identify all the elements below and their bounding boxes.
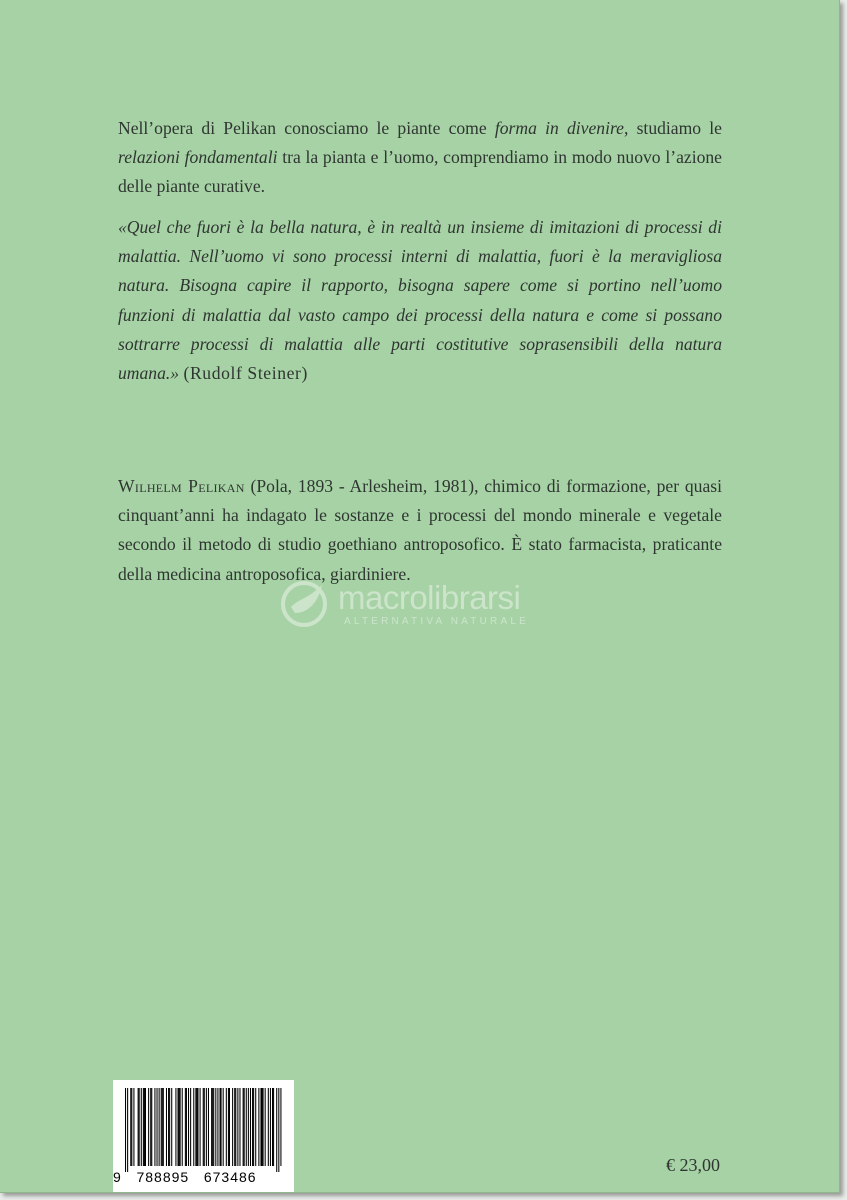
barcode-bar [138,1088,139,1166]
barcode-bar [252,1088,253,1166]
barcode-bar [130,1088,131,1166]
barcode-bar [179,1088,180,1166]
barcode-bar [280,1088,281,1166]
barcode-bar [175,1088,176,1166]
intro-paragraph [118,114,722,202]
barcode-bar [208,1088,209,1166]
barcode-bar [200,1088,201,1166]
watermark-name: macrolibrarsi [338,579,521,616]
barcode-bar [221,1088,222,1166]
barcode-bar [193,1088,194,1166]
barcode-bar [270,1088,271,1166]
barcode-bar [204,1088,205,1166]
barcode-bar [265,1088,266,1166]
barcode-bar [260,1088,261,1166]
barcode-bar [244,1088,245,1166]
intro-emphasis-2: relazioni fondamentali [118,147,278,168]
barcode-bar [186,1088,187,1166]
barcode-bar [250,1088,251,1166]
barcode-bar [234,1088,235,1166]
barcode-bar [163,1088,164,1166]
barcode-bar [237,1088,238,1166]
barcode-bar [246,1088,247,1166]
barcode-bar [268,1088,269,1166]
barcode-bar [213,1088,214,1166]
barcode-bar [226,1088,227,1166]
barcode-bar [169,1088,170,1166]
barcode [113,1080,294,1192]
barcode-bar [151,1088,152,1166]
barcode-bar [255,1088,256,1166]
barcode-bar [141,1088,142,1166]
quote-paragraph [118,213,722,388]
barcode-bar [228,1088,229,1166]
barcode-bar [161,1088,162,1166]
barcode-bar [235,1088,236,1166]
barcode-bar [203,1088,204,1166]
barcode-bar [162,1088,163,1166]
barcode-bar [145,1088,146,1166]
quote-author: (Rudolf Steiner) [183,363,308,384]
barcode-bar [195,1088,196,1166]
barcode-bar [253,1088,254,1166]
barcode-bar [276,1088,277,1172]
barcode-bar [185,1088,186,1166]
barcode-bar [243,1088,244,1166]
barcode-bar [125,1088,126,1172]
barcode-bar [182,1088,183,1166]
barcode-bar [262,1088,263,1166]
barcode-bar [139,1088,140,1166]
leaf-logo-icon [278,577,332,629]
intro-text-3: tra la pianta e l’uomo, comprendiamo in modo nuovo l’azione delle piante curative. [118,147,722,197]
barcode-bar [143,1088,144,1166]
barcode-bar [258,1088,259,1166]
barcode-bar [239,1088,240,1166]
barcode-bar [127,1088,128,1172]
isbn-number: 9 788895 673486 [113,1169,257,1185]
steiner-quote: «Quel che fuori è la bella natura, è in realtà un insieme di imitazioni di processi di malattia. Nell’uomo vi sono processi interni di malattia, fuori è la meravigliosa natura. Bisogna capire il rapporto, bisogna sapere come si portino nell’uomo funzioni di malattia dal vasto campo dei processi della natura e come si possano sottrarre processi di malattia alle parti costitutive soprasensibili della natura umana.» [118,217,722,384]
barcode-bar [144,1088,145,1166]
intro-emphasis-1: forma in divenire [494,118,624,138]
barcode-bar [248,1088,249,1166]
barcode-bar [211,1088,212,1166]
barcode-bar [159,1088,160,1166]
barcode-bar [232,1088,233,1166]
barcode-bar [217,1088,218,1166]
barcode-bar [148,1088,149,1166]
barcode-bar [215,1088,216,1166]
intro-text-1: Nell’opera di Pelikan conosciamo le piante come [118,118,495,138]
price-label: € 23,00 [666,1155,720,1175]
watermark-tagline: ALTERNATIVA NATURALE [344,616,529,627]
barcode-bar [133,1088,134,1166]
intro-text-2: , studiamo le [623,118,722,138]
author-bio-text: (Pola, 1893 - Arlesheim, 1981), chimico di formazione, per quasi cinquant’anni ha indagato le sostanze e i processi del mondo minerale e vegetale secondo il metodo di studio goethiano antroposofico. È stato farmacista, praticante della medicina antroposofica, giardiniere. [118,476,722,584]
barcode-bar [168,1088,169,1166]
barcode-bar [180,1088,181,1166]
barcode-bar [131,1088,132,1166]
author-bio [118,472,722,589]
barcode-bar [171,1088,172,1166]
barcode-bar [150,1088,151,1166]
barcode-bar [273,1088,274,1166]
author-name: Wilhelm Pelikan [118,476,245,496]
barcode-bar [220,1088,221,1166]
barcode-bar [178,1088,179,1166]
barcode-bar [188,1088,189,1166]
barcode-bar [206,1088,207,1166]
macrolibrarsi-watermark [278,573,578,633]
barcode-bar [157,1088,158,1166]
barcode-bar [278,1088,279,1172]
barcode-bar [223,1088,224,1166]
barcode-bar [212,1088,213,1166]
barcode-bar [166,1088,167,1166]
barcode-bar [272,1088,273,1166]
barcode-bar [196,1088,197,1166]
barcode-bar [154,1088,155,1166]
barcode-bar [190,1088,191,1166]
barcode-bar [197,1088,198,1166]
barcode-bar [229,1088,230,1166]
barcode-bar [263,1088,264,1166]
